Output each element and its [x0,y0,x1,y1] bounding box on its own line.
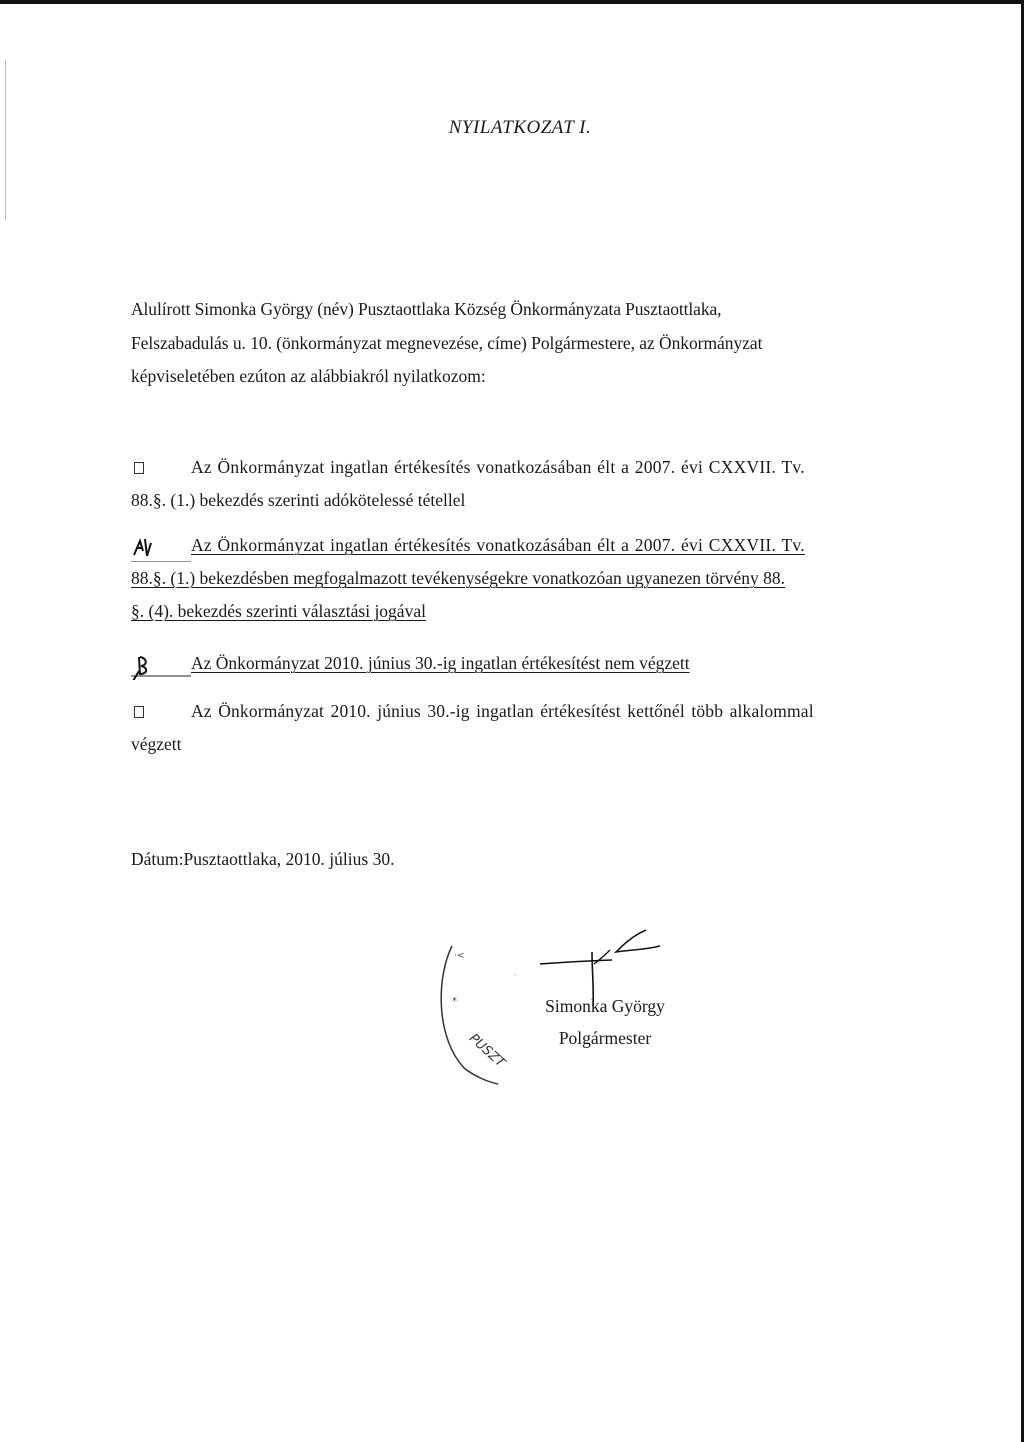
signature-block [520,990,690,1054]
option-line: 88.§. (1.) bekezdésben megfogalmazott tevékenységekre vonatkozóan ugyanezen törvény 88. [131,568,786,588]
checkbox-checked[interactable] [131,647,191,680]
scan-border-top [0,0,1024,4]
svg-text:·<: ·< [454,951,465,961]
checkbox-unchecked[interactable] [131,451,191,484]
svg-text:*: * [452,996,457,1007]
option-line: Az Önkormányzat 2010. június 30.-ig ingatlan értékesítést nem végzett [191,653,690,673]
option-line: Az Önkormányzat ingatlan értékesítés vonatkozásában élt a 2007. évi CXXVII. Tv. [191,457,805,477]
option-multiple-sales [131,695,921,761]
document-title: NYILATKOZAT I. [448,117,592,138]
intro-paragraph [131,293,911,394]
scan-artifact [5,60,6,220]
signer-name: Simonka György [545,996,665,1016]
intro-line: Felszabadulás u. 10. (önkormányzat megnevezése, címe) Polgármestere, az Önkormányzat [131,332,763,353]
option-tax-liability [131,451,921,517]
handwritten-check-icon [131,529,191,562]
handwritten-check-icon [131,647,191,680]
svg-text:PUSZT: PUSZT [465,1031,508,1071]
date-line: Dátum:Pusztaottlaka, 2010. július 30. [131,849,395,869]
checkbox-checked[interactable] [131,529,191,562]
signer-role: Polgármester [558,1028,652,1048]
option-line: Az Önkormányzat 2010. június 30.-ig ingatlan értékesítést kettőnél több alkalommal [191,701,814,721]
option-line: végzett [131,734,182,754]
option-line: Az Önkormányzat ingatlan értékesítés vonatkozásában élt a 2007. évi CXXVII. Tv. [191,535,805,555]
checkbox-unchecked[interactable] [131,695,191,728]
intro-line: képviseletében ezúton az alábbiakról nyilatkozom: [131,366,486,386]
option-no-sale [131,647,921,680]
option-line: 88.§. (1.) bekezdés szerinti adókötelessé tétellel [131,490,466,510]
intro-line: Alulírott Simonka György (név) Pusztaottlaka Község Önkormányzata Pusztaottlaka, [131,299,722,319]
option-election-right [131,529,921,628]
option-line: §. (4). bekezdés szerinti választási jogával [131,601,426,621]
official-stamp-icon [436,938,526,1088]
svg-text:·: · [514,971,517,980]
